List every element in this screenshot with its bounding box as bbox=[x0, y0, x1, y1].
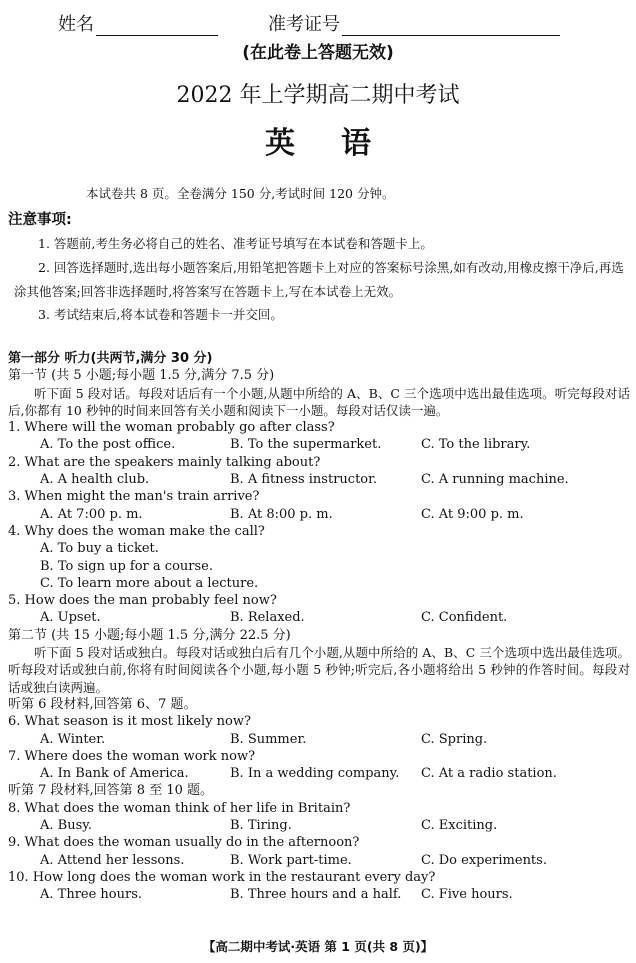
option-c: C. At a radio station. bbox=[421, 766, 557, 782]
intro-text: 本试卷共 8 页。全卷满分 150 分,考试时间 120 分钟。 bbox=[86, 186, 395, 201]
question-4-option-a: A. To buy a ticket. bbox=[40, 541, 159, 557]
option-b: B. A fitness instructor. bbox=[230, 472, 378, 488]
question-5-options bbox=[8, 609, 630, 626]
option-c: C. Five hours. bbox=[421, 887, 513, 903]
option-a: A. In Bank of America. bbox=[40, 766, 189, 782]
option-a: A. At 7:00 p. m. bbox=[40, 506, 143, 522]
question-7: 7. Where does the woman work now? bbox=[8, 748, 256, 764]
question-4-option-c: C. To learn more about a lecture. bbox=[40, 575, 259, 591]
question-8: 8. What does the woman think of her life in Britain? bbox=[8, 800, 351, 816]
question-3: 3. When might the man's train arrive? bbox=[8, 489, 260, 505]
notice-item-1: 1. 答题前,考生务必将自己的姓名、准考证号填写在本试卷和答题卡上。 bbox=[38, 236, 433, 251]
header-fields bbox=[58, 10, 596, 38]
material-7-note: 听第 7 段材料,回答第 8 至 10 题。 bbox=[8, 783, 214, 799]
option-a: A. Busy. bbox=[40, 818, 92, 834]
question-6-options bbox=[8, 731, 630, 748]
exam-number-label: 准考证号 bbox=[268, 14, 340, 35]
question-10: 10. How long does the woman work in the restaurant every day? bbox=[8, 869, 436, 885]
question-8-options bbox=[8, 817, 630, 834]
listening-part bbox=[8, 350, 630, 904]
page-footer: 【高二期中考试·英语 第 1 页(共 8 页)】 bbox=[202, 939, 434, 954]
question-1: 1. Where will the woman probably go after class? bbox=[8, 420, 335, 436]
question-9: 9. What does the woman usually do in the afternoon? bbox=[8, 835, 360, 851]
subject-title: 英语 bbox=[265, 126, 417, 161]
option-b: B. Tiring. bbox=[230, 818, 292, 834]
notice-item-2: 2. 回答选择题时,选出每小题答案后,用铅笔把答题卡上对应的答案标号涂黑,如有改动,用橡皮擦干净后,再选涂其他答案;回答非选择题时,将答案写在答题卡上,写在本试卷上无效。 bbox=[14, 260, 624, 299]
question-4: 4. Why does the woman make the call? bbox=[8, 523, 265, 539]
question-2: 2. What are the speakers mainly talking about? bbox=[8, 454, 321, 470]
question-1-options bbox=[8, 436, 630, 453]
option-c: C. To the library. bbox=[421, 437, 531, 453]
option-c: C. Confident. bbox=[421, 610, 508, 626]
question-10-options bbox=[8, 886, 630, 903]
invalid-note: (在此卷上答题无效) bbox=[242, 43, 394, 63]
question-4-option-b: B. To sign up for a course. bbox=[40, 558, 213, 574]
option-b: B. To the supermarket. bbox=[230, 437, 382, 453]
notice-item-3: 3. 考试结束后,将本试卷和答题卡一并交回。 bbox=[38, 307, 283, 322]
material-6-note: 听第 6 段材料,回答第 6、7 题。 bbox=[8, 696, 197, 712]
name-field bbox=[58, 10, 218, 36]
option-a: A. Three hours. bbox=[40, 887, 143, 903]
question-6: 6. What season is it most likely now? bbox=[8, 714, 251, 730]
option-c: C. A running machine. bbox=[421, 472, 569, 488]
option-b: B. At 8:00 p. m. bbox=[230, 506, 333, 522]
option-c: C. At 9:00 p. m. bbox=[421, 506, 524, 522]
option-b: B. Relaxed. bbox=[230, 610, 305, 626]
section2-instructions: 听下面 5 段对话或独白。每段对话或独白后有几个小题,从题中所给的 A、B、C 三个选项中选出最佳选项。听每段对话或独白前,你将有时间阅读各个小题,每小题 5 秒钟;听完后,各小题将给出 5 秒钟的作答时间。每段对话或独白读两遍。 bbox=[8, 645, 630, 695]
question-7-options bbox=[8, 765, 630, 782]
part1-heading: 第一部分 听力(共两节,满分 30 分) bbox=[8, 351, 213, 366]
option-a: A. A health club. bbox=[40, 472, 150, 488]
exam-title: 2022 年上学期高二期中考试 bbox=[176, 83, 460, 108]
question-2-options bbox=[8, 471, 630, 488]
section2-heading: 第二节 (共 15 小题;每小题 1.5 分,满分 22.5 分) bbox=[8, 627, 291, 643]
section1-heading: 第一节 (共 5 小题;每小题 1.5 分,满分 7.5 分) bbox=[8, 368, 275, 384]
question-9-options bbox=[8, 852, 630, 869]
option-b: B. Summer. bbox=[230, 731, 307, 747]
option-a: A. Upset. bbox=[40, 610, 101, 626]
name-label: 姓名 bbox=[58, 14, 94, 35]
option-b: B. In a wedding company. bbox=[230, 766, 400, 782]
option-b: B. Three hours and a half. bbox=[230, 887, 402, 903]
option-c: C. Exciting. bbox=[421, 818, 498, 834]
section1-instructions: 听下面 5 段对话。每段对话后有一个小题,从题中所给的 A、B、C 三个选项中选出最佳选项。听完每段对话后,你都有 10 秒钟的时间来回答有关小题和阅读下一小题。每段对话仅读一遍。 bbox=[8, 385, 630, 418]
question-5: 5. How does the man probably feel now? bbox=[8, 593, 277, 609]
exam-number-blank bbox=[342, 13, 560, 36]
option-c: C. Spring. bbox=[421, 731, 488, 747]
exam-number-field bbox=[268, 10, 560, 36]
option-b: B. Work part-time. bbox=[230, 852, 352, 868]
option-a: A. To the post office. bbox=[40, 437, 176, 453]
question-3-options bbox=[8, 506, 630, 523]
name-blank bbox=[96, 13, 218, 36]
option-a: A. Winter. bbox=[40, 731, 106, 747]
option-a: A. Attend her lessons. bbox=[40, 852, 185, 868]
notice-heading: 注意事项: bbox=[8, 212, 72, 228]
option-c: C. Do experiments. bbox=[421, 852, 547, 868]
